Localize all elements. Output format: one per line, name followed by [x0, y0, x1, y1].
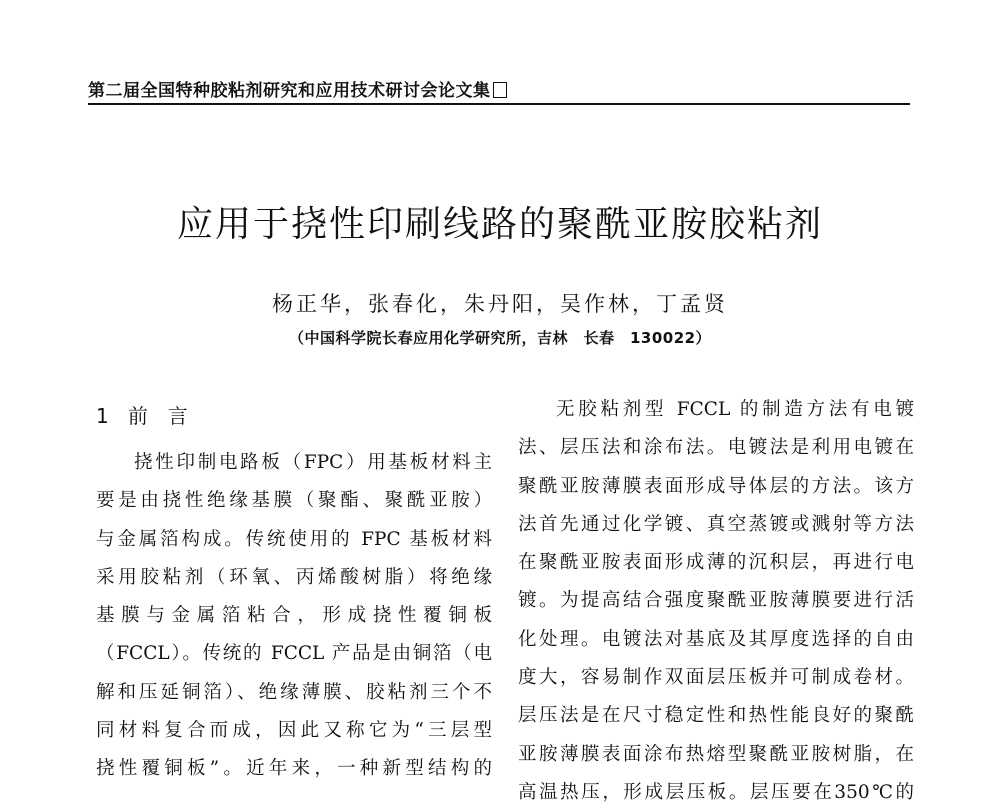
- body-line: 采用胶粘剂（环氧、丙烯酸树脂）将绝缘: [96, 566, 492, 588]
- paper-title: 应用于挠性印刷线路的聚酰亚胺胶粘剂: [176, 204, 823, 245]
- body-line: 解和压延铜箔）、绝缘薄膜、胶粘剂三个不: [96, 681, 492, 703]
- body-line: 亚胺薄膜表面涂布热熔型聚酰亚胺树脂，在: [518, 743, 914, 765]
- paper-affiliation: （中国科学院长春应用化学研究所，吉林 长春 130022）: [288, 329, 712, 347]
- section-number: 1: [96, 404, 109, 428]
- body-line: 挠性印制电路板（FPC）用基板材料主: [134, 452, 492, 473]
- body-line: （FCCL）。传统的 FCCL 产品是由铜箔（电: [96, 643, 492, 665]
- left-column: [96, 388, 492, 789]
- body-line: 与金属箔构成。传统使用的 FPC 基板材料: [96, 528, 492, 550]
- body-line: 要是由挠性绝缘基膜（聚酯、聚酰亚胺）: [96, 490, 492, 512]
- body-line: 无胶粘剂型 FCCL 的制造方法有电镀: [556, 399, 914, 420]
- right-column: [518, 391, 914, 812]
- body-line: 在聚酰亚胺表面形成薄的沉积层，再进行电: [518, 552, 914, 574]
- section-heading: [96, 388, 492, 444]
- body-line: 高温热压，形成层压板。层压要在350℃的: [518, 781, 914, 803]
- body-line: 法、层压法和涂布法。电镀法是利用电镀在: [518, 437, 914, 459]
- paper-authors: 杨正华，张春化，朱丹阳，吴作林，丁孟贤: [272, 292, 728, 316]
- body-line: 挠性覆铜板”。近年来，一种新型结构的: [96, 758, 492, 780]
- box-icon: [493, 82, 507, 98]
- body-line: 聚酰亚胺薄膜表面形成导体层的方法。该方: [518, 475, 914, 497]
- body-line: 度大，容易制作双面层压板并可制成卷材。: [518, 667, 914, 689]
- section-title: 前 言: [127, 404, 188, 428]
- body-line: 法首先通过化学镀、真空蒸镀或溅射等方法: [518, 513, 914, 535]
- body-line: 同材料复合而成，因此又称它为“三层型: [96, 720, 492, 742]
- header-rule: [88, 103, 910, 105]
- running-header: [88, 76, 910, 101]
- body-line: 层压法是在尺寸稳定性和热性能良好的聚酰: [518, 705, 914, 727]
- running-title: 第二届全国特种胶粘剂研究和应用技术研讨会论文集: [88, 81, 491, 101]
- body-line: 基膜与金属箔粘合，形成挠性覆铜板: [96, 605, 492, 627]
- body-line: 化处理。电镀法对基底及其厚度选择的自由: [518, 628, 914, 650]
- body-line: 镀。为提高结合强度聚酰亚胺薄膜要进行活: [518, 590, 914, 612]
